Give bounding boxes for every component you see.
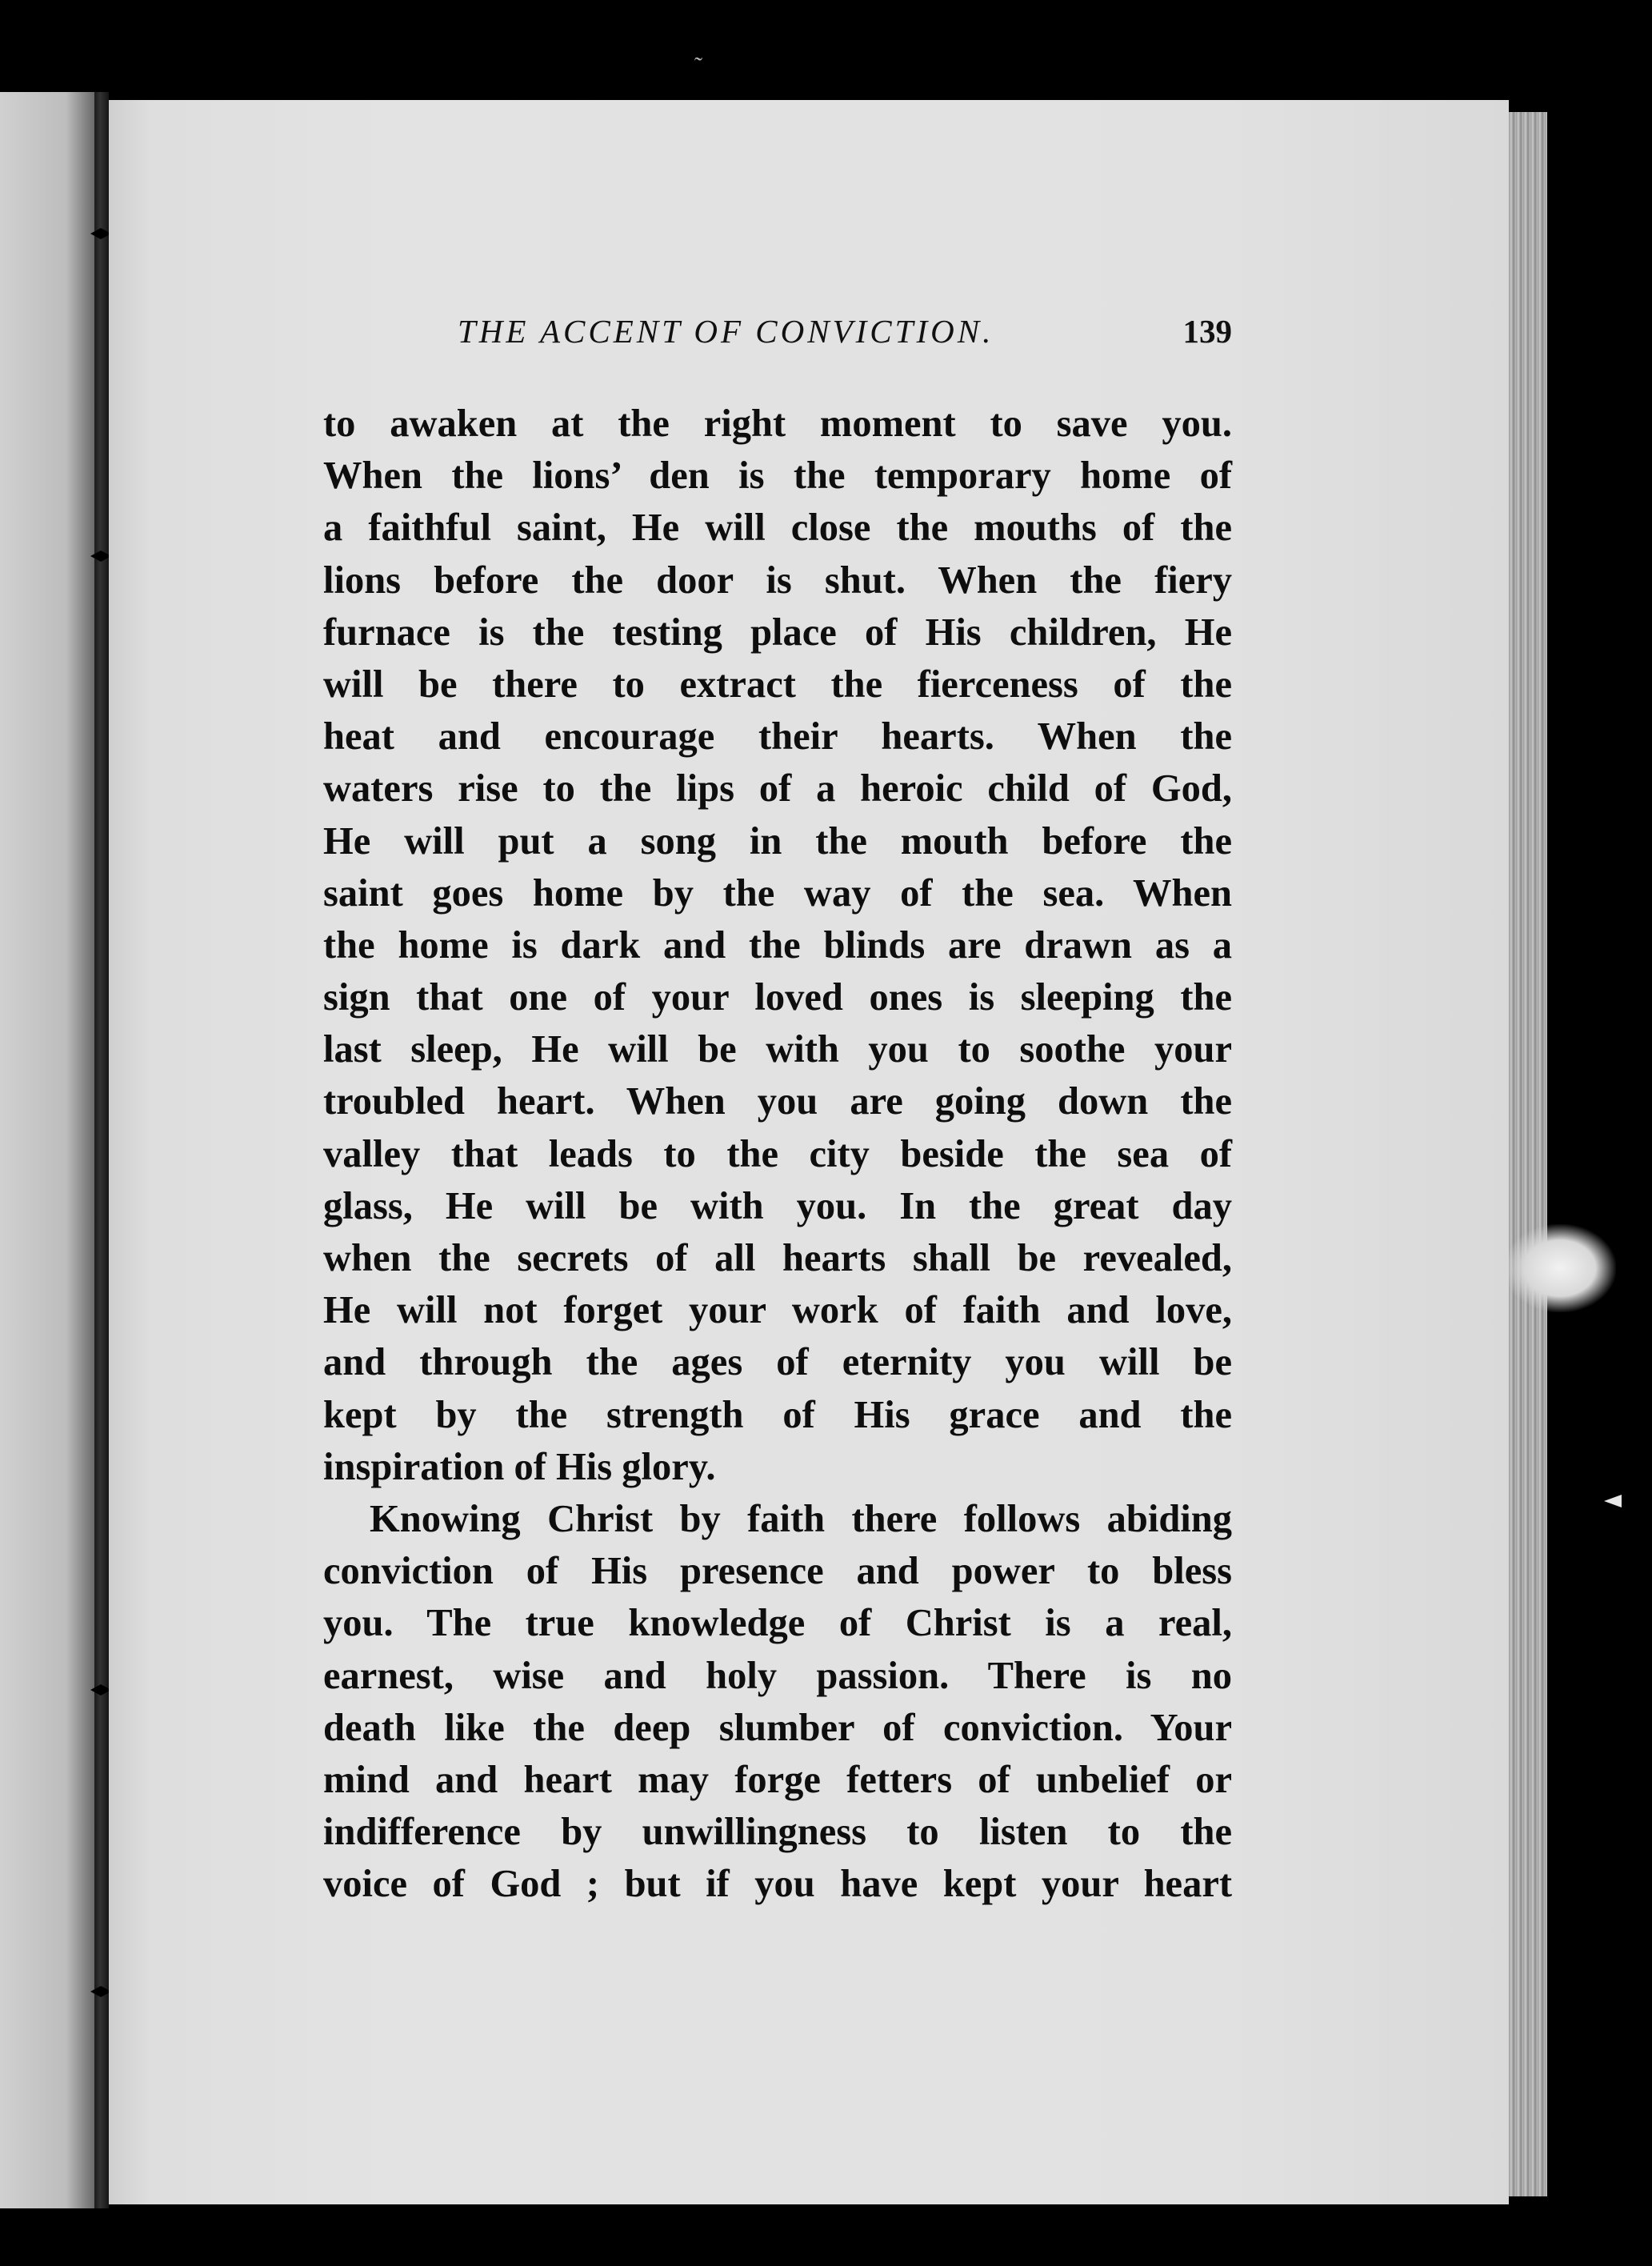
edge-damage-blotch [1504, 1224, 1616, 1312]
text-line: inspiration of His glory. [323, 1445, 716, 1488]
text-line: you. The true knowledge of Christ is a real, [323, 1602, 1232, 1645]
text-line: sign that one of your loved ones is sleeping the [323, 976, 1232, 1019]
text-line: saint goes home by the way of the sea. When [323, 871, 1232, 915]
book-gutter [94, 92, 109, 2208]
text-line: When the lions’ den is the temporary home of [323, 454, 1232, 498]
paragraph [323, 1493, 1232, 1911]
text-line: the home is dark and the blinds are drawn as a [323, 923, 1232, 967]
text-line: He will put a song in the mouth before the [323, 819, 1232, 863]
text-line: heat and encourage their hearts. When the [323, 715, 1232, 759]
text-line: will be there to extract the fierceness of the [323, 663, 1232, 706]
text-line: a faithful saint, He will close the mouths of the [323, 506, 1232, 550]
dust-speck: ˷ [694, 35, 702, 62]
page-stack-edge [1509, 112, 1547, 2196]
text-line: death like the deep slumber of conviction. Your [323, 1706, 1232, 1749]
facing-page-shade [0, 92, 94, 2208]
text-line: last sleep, He will be with you to soothe your [323, 1028, 1232, 1071]
text-line: Knowing Christ by faith there follows abiding [370, 1497, 1232, 1540]
text-line: to awaken at the right moment to save you. [323, 402, 1232, 445]
text-line: when the secrets of all hearts shall be revealed, [323, 1237, 1232, 1279]
text-line: voice of God ; but if you have kept your heart [323, 1863, 1232, 1906]
facing-page-sliver [0, 92, 94, 2208]
text-line: kept by the strength of His grace and the [323, 1393, 1232, 1436]
text-line: troubled heart. When you are going down the [323, 1080, 1232, 1123]
edge-notch [1604, 1495, 1622, 1507]
text-line: furnace is the testing place of His children, He [323, 611, 1232, 654]
running-head-title: THE ACCENT OF CONVICTION. [458, 313, 994, 350]
text-line: He will not forget your work of faith and love, [323, 1289, 1232, 1332]
text-line: waters rise to the lips of a heroic child of God, [323, 767, 1232, 811]
text-line: earnest, wise and holy passion. There is no [323, 1654, 1232, 1697]
running-head [323, 312, 1232, 354]
page-number: 139 [1182, 313, 1232, 350]
text-line: glass, He will be with you. In the great day [323, 1184, 1232, 1227]
text-line: mind and heart may forge fetters of unbelief or [323, 1758, 1232, 1801]
text-line: lions before the door is shut. When the fiery [323, 558, 1232, 602]
text-line: conviction of His presence and power to bless [323, 1550, 1232, 1593]
paragraph [323, 398, 1232, 1493]
text-line: and through the ages of eternity you will be [323, 1341, 1232, 1384]
body-text [323, 398, 1232, 1910]
text-line: valley that leads to the city beside the sea of [323, 1132, 1232, 1175]
text-line: indifference by unwillingness to listen to the [323, 1811, 1232, 1854]
